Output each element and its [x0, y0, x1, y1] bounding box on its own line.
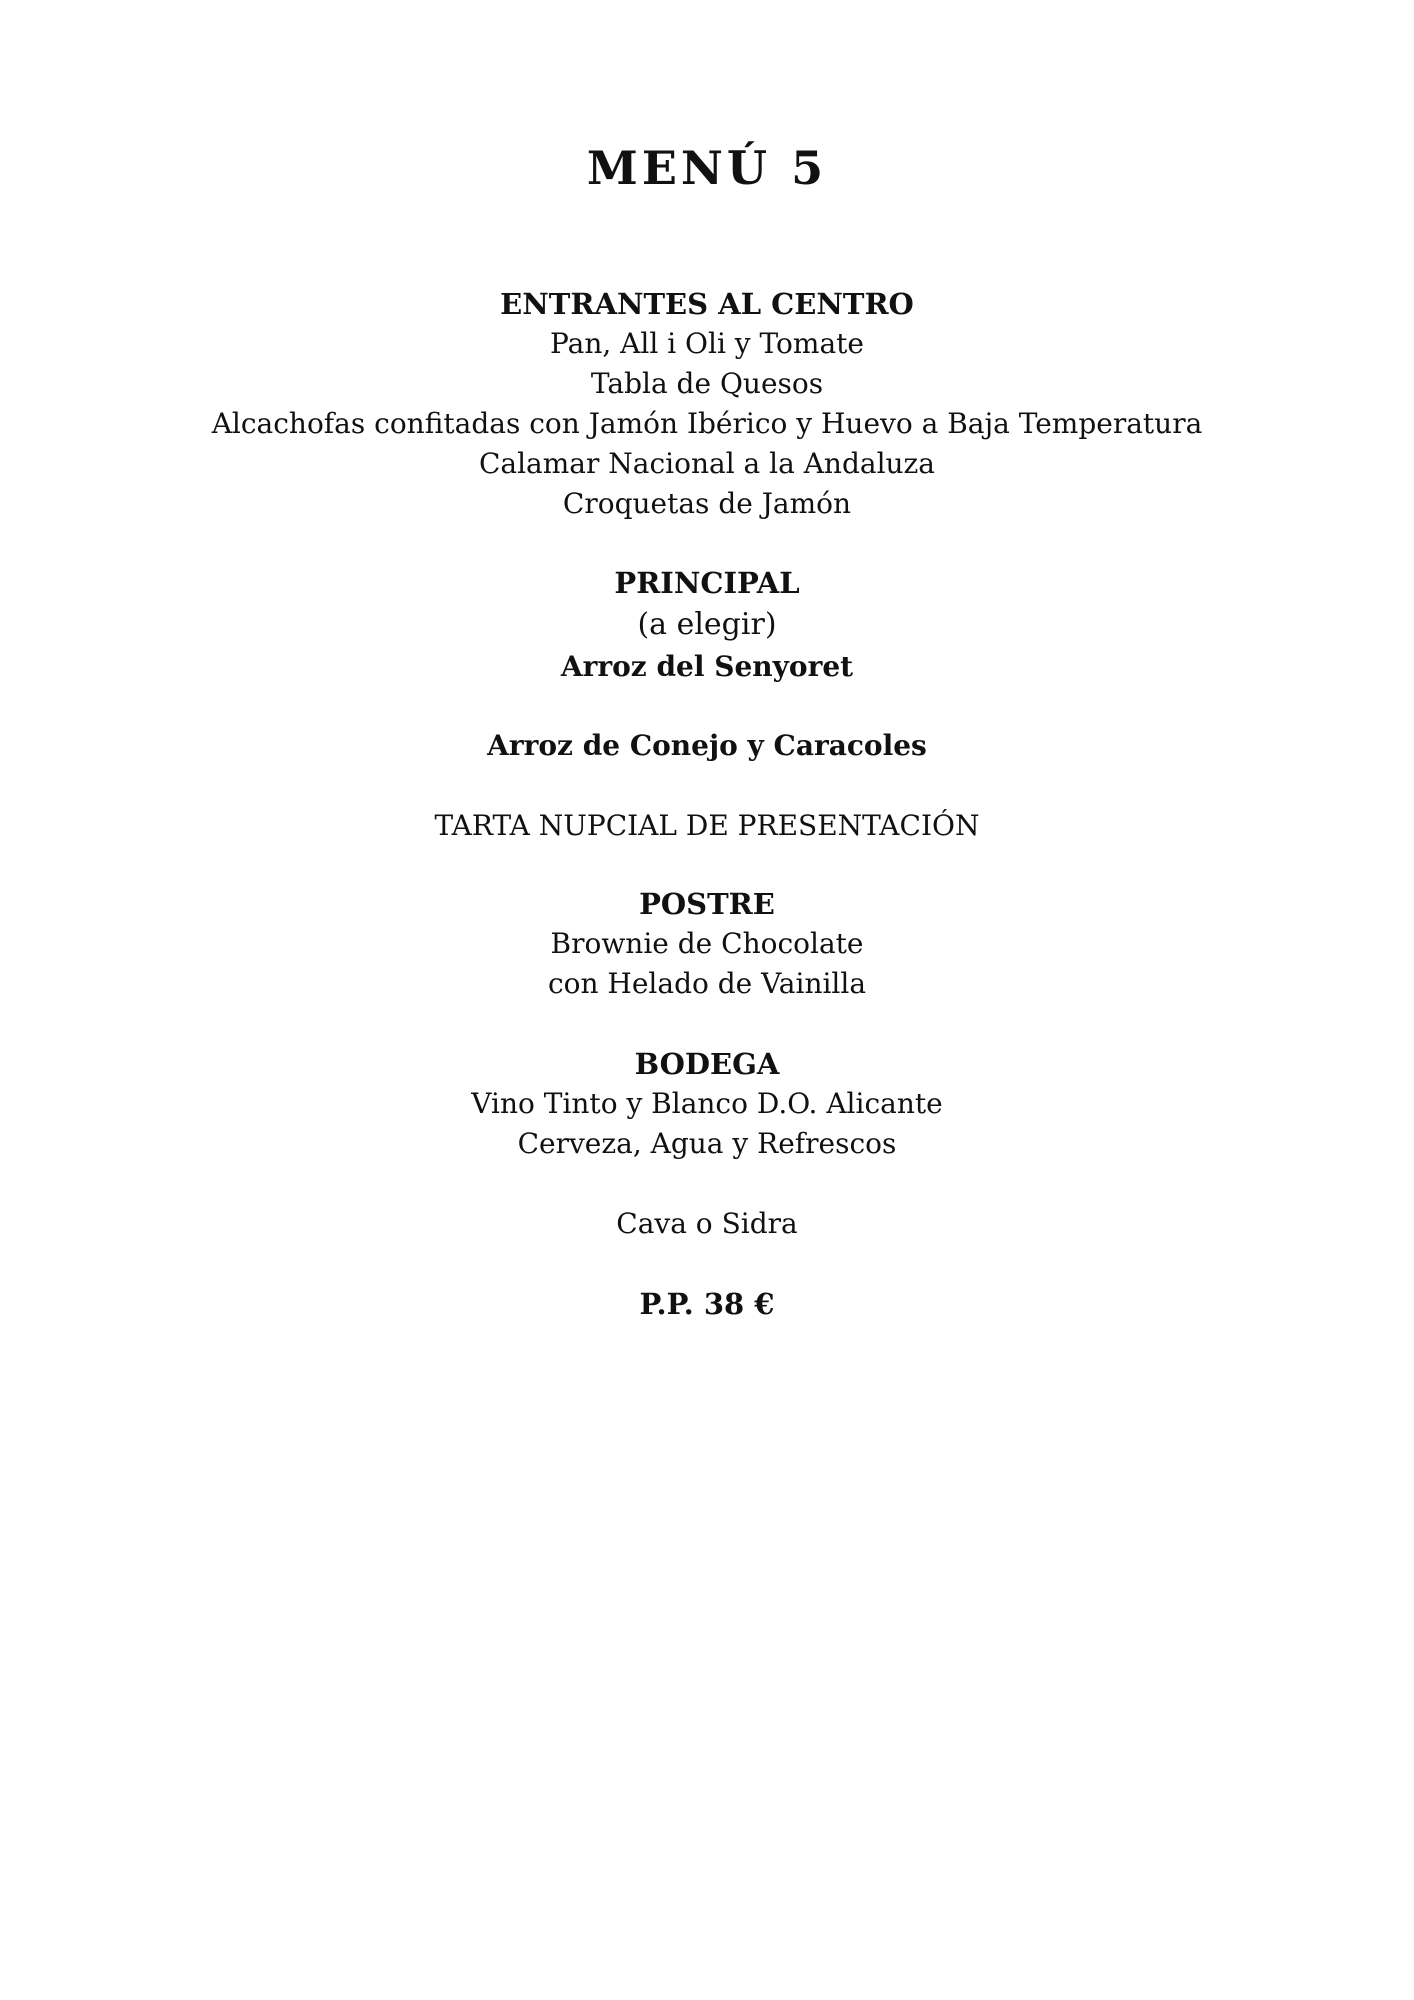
- postre-item: con Helado de Vainilla: [547, 967, 867, 1000]
- menu-title: MENÚ 5: [586, 141, 828, 195]
- principal-option: Arroz del Senyoret: [560, 650, 854, 683]
- price-label: P.P. 38 €: [639, 1287, 775, 1321]
- entrantes-item: Croquetas de Jamón: [562, 487, 852, 520]
- bodega-heading: BODEGA: [634, 1047, 780, 1081]
- principal-note: (a elegir): [637, 607, 777, 642]
- tarta-section: [0, 806, 1414, 846]
- bodega-item: Cerveza, Agua y Refrescos: [517, 1127, 897, 1160]
- entrantes-item: Tabla de Quesos: [590, 367, 824, 400]
- price-section: [0, 1284, 1414, 1324]
- bodega-item: Vino Tinto y Blanco D.O. Alicante: [471, 1087, 943, 1120]
- entrantes-heading: ENTRANTES AL CENTRO: [500, 287, 914, 321]
- entrantes-item: Calamar Nacional a la Andaluza: [478, 447, 935, 480]
- bodega-section: [0, 1044, 1414, 1164]
- postre-item: Brownie de Chocolate: [550, 927, 864, 960]
- entrantes-item: Alcachofas confitadas con Jamón Ibérico y Huevo a Baja Temperatura: [211, 407, 1203, 440]
- postre-heading: POSTRE: [639, 887, 775, 921]
- principal-heading: PRINCIPAL: [614, 566, 800, 600]
- principal-option-2-wrap: [0, 726, 1414, 766]
- entrantes-section: [0, 284, 1414, 524]
- bodega-extra: Cava o Sidra: [616, 1207, 798, 1240]
- tarta-line: TARTA NUPCIAL DE PRESENTACIÓN: [434, 809, 980, 842]
- principal-section: [0, 563, 1414, 687]
- bodega-extra-wrap: [0, 1204, 1414, 1244]
- principal-option: Arroz de Conejo y Caracoles: [487, 729, 927, 762]
- entrantes-item: Pan, All i Oli y Tomate: [550, 327, 864, 360]
- postre-section: [0, 884, 1414, 1004]
